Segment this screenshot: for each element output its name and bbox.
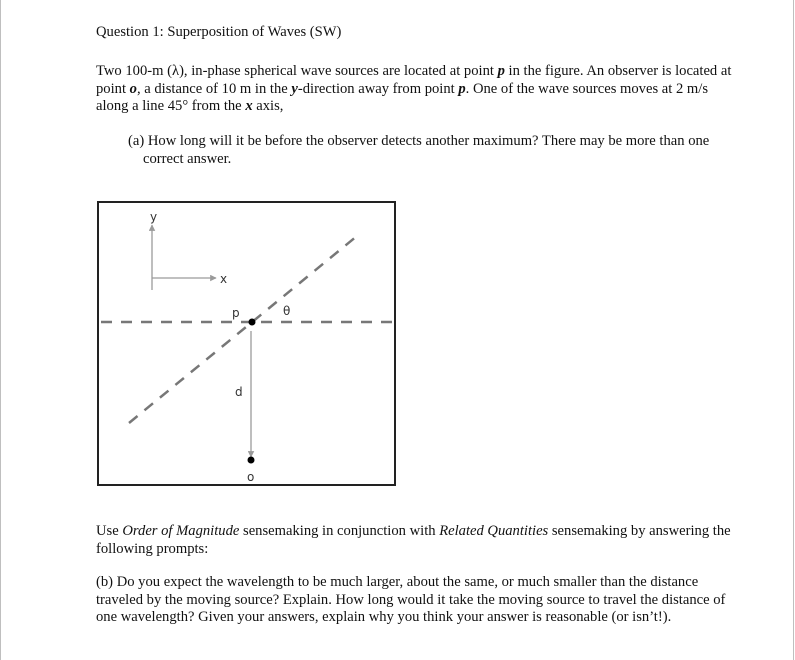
part-b-text: Do you expect the wavelength to be much larger, about the same, or much smaller than the distance traveled by the moving source? Explain. How long would it take the moving source to travel the distance of one wavelength? Given your answers, explain why you think your answer is reasonable (or isn’t!). [96,574,726,626]
part-b-label: (b) [96,574,114,590]
part-a-text: How long will it be before the observer detects another maximum? There may be more than one correct answer. [143,133,710,167]
point-p-label: p [232,306,240,320]
y-direction-ref: y [291,80,298,97]
page-left-border [0,0,1,660]
intro-text-3: , a distance of 10 m in the [136,80,292,97]
part-a-label: (a) [128,133,145,149]
figure-diagram [99,203,394,484]
part-b-question [96,574,736,627]
intro-text-2: in the figure. An observer is located at point [96,63,732,97]
point-o-label: o [247,470,255,484]
sense-text-3: sensemaking by answering the following prompts: [96,523,731,557]
problem-statement [96,63,736,116]
intro-text-5: . One of the wave sources moves at 2 m/s along a line 45° from the [96,80,708,115]
point-p-marker [249,319,256,326]
point-o-ref: o [129,80,137,97]
wave-source-figure [97,201,396,486]
distance-label: d [235,385,243,399]
sense-text-2: sensemaking in conjunction with [239,523,440,539]
x-axis-label: x [220,272,228,286]
point-o-marker [248,457,255,464]
related-quantities-term: Related Quantities [439,523,549,539]
sense-text-1: Use [96,523,123,539]
question-title: Question 1: Superposition of Waves (SW) [96,24,342,40]
angle-theta-label: θ [283,304,291,318]
intro-text-6: axis, [252,98,284,115]
source-path-dashed-line [129,236,357,423]
x-axis-ref: x [245,98,253,115]
y-axis-label: y [150,210,158,224]
page-right-border [793,0,794,660]
part-a-question [128,133,743,168]
sensemaking-instructions [96,523,736,558]
intro-text-1: Two 100-m (λ), in-phase spherical wave sources are located at point [96,63,498,79]
point-p-ref: p [497,63,505,79]
order-of-magnitude-term: Order of Magnitude [122,523,240,539]
point-p-ref-2: p [458,80,466,97]
intro-text-4: -direction away from point [297,80,459,97]
